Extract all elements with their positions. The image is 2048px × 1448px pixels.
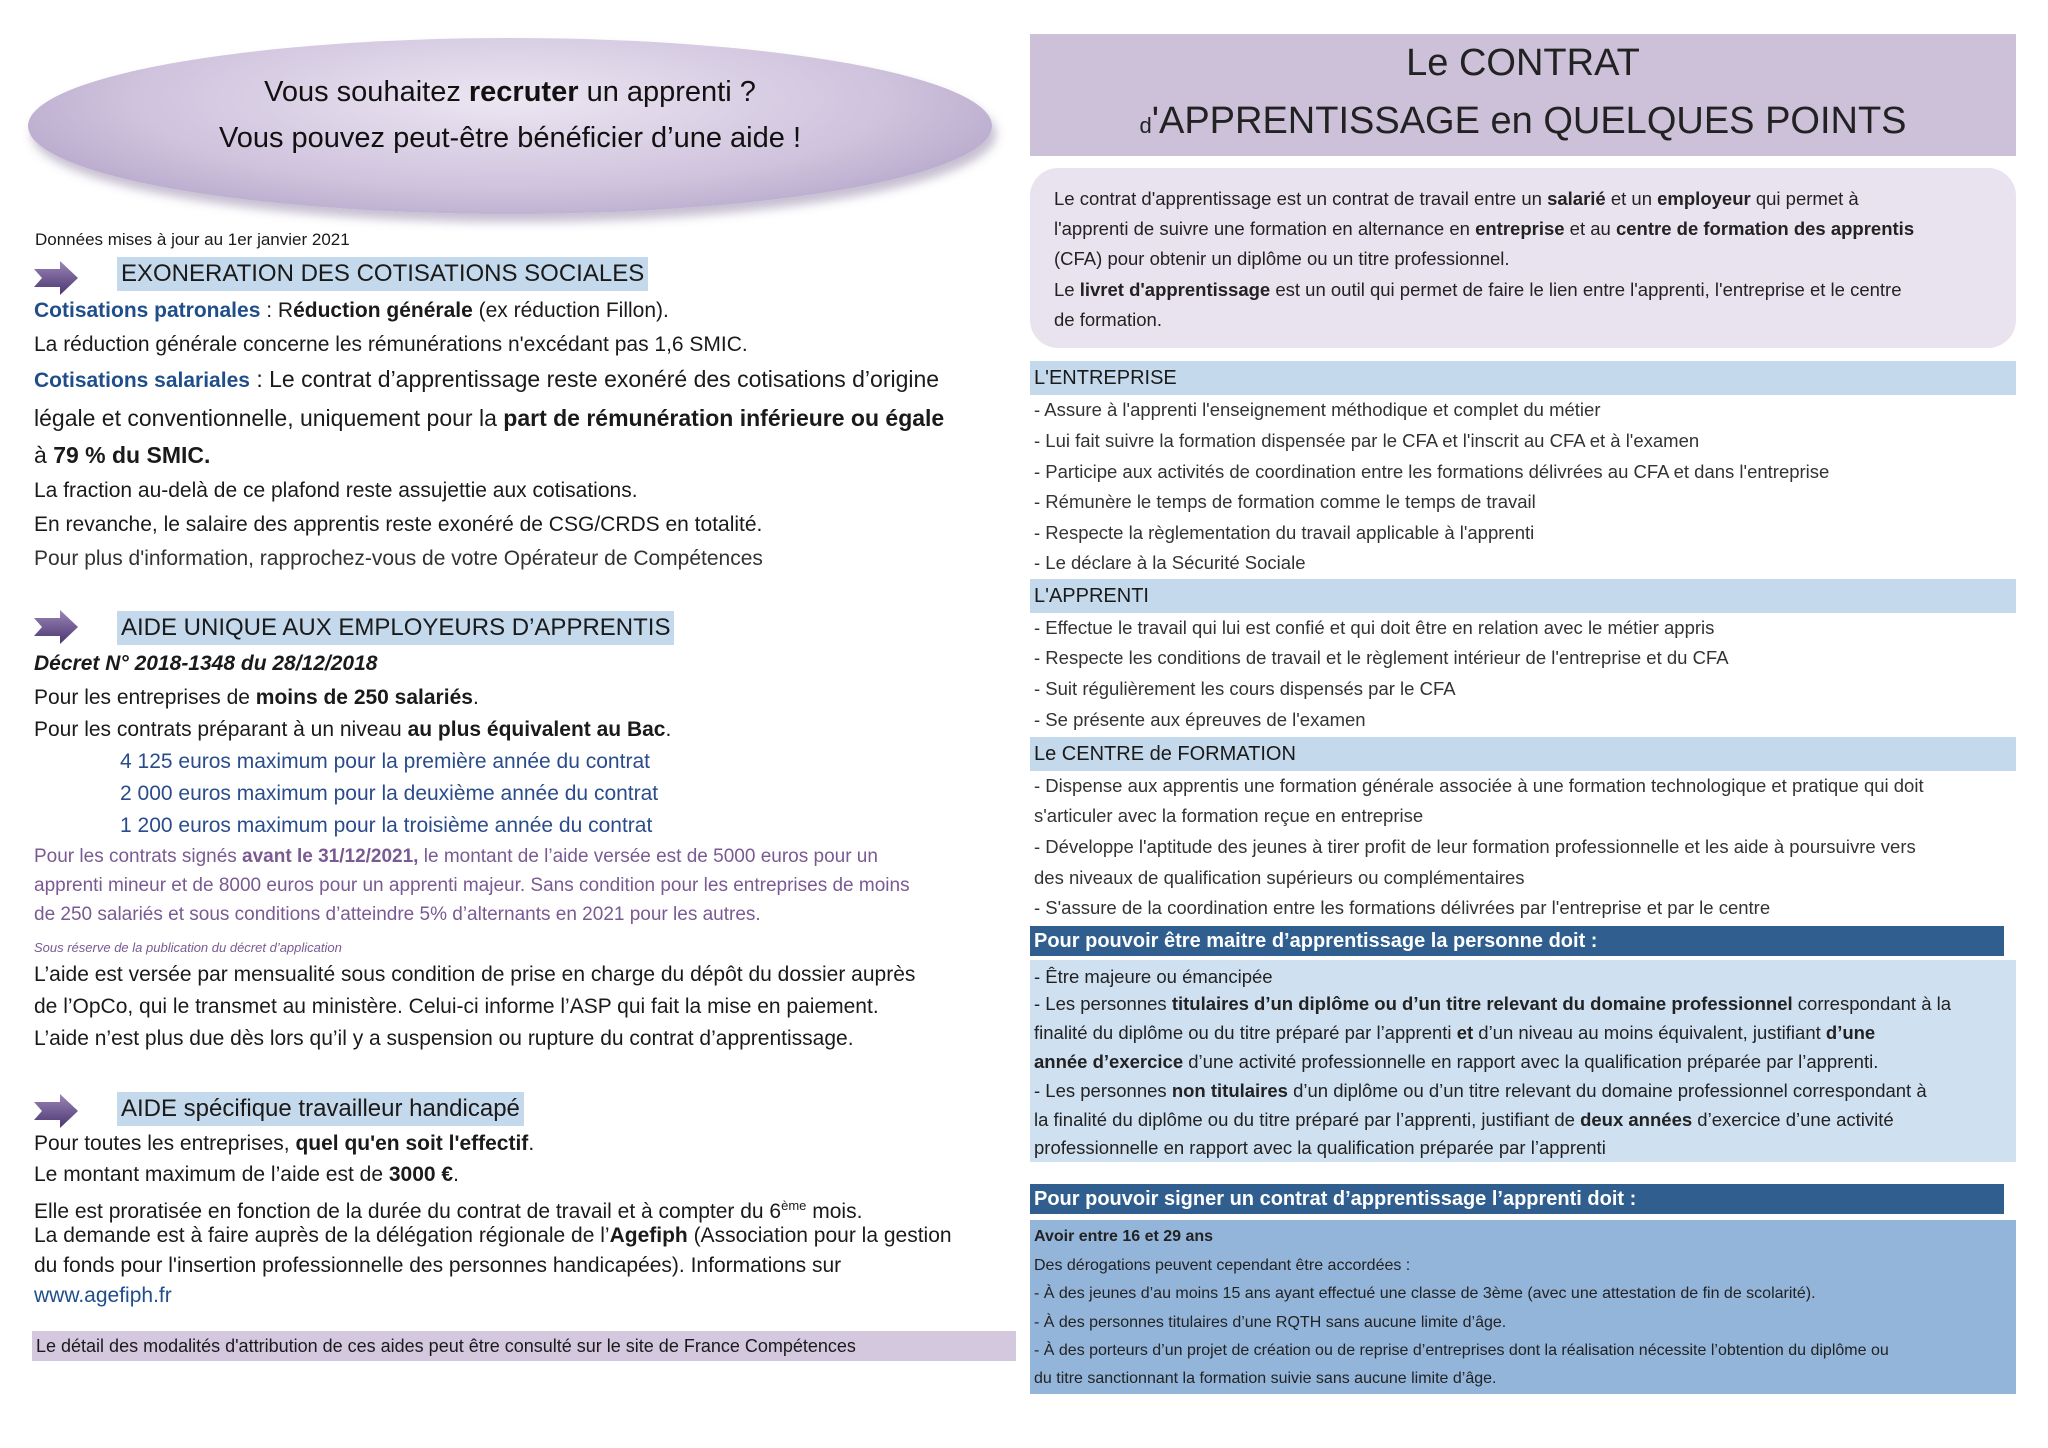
handicap-line-2: Le montant maximum de l’aide est de 3000 €. <box>34 1163 459 1186</box>
list-item: - Participe aux activités de coordination entre les formations délivrées au CFA et dans l'entreprise <box>1034 461 1830 482</box>
section-title-exoneration: EXONERATION DES COTISATIONS SOCIALES <box>117 257 648 291</box>
aide-2021-line-3: de 250 salariés et sous conditions d’atteindre 5% d’alternants en 2021 pour les autres. <box>34 904 761 925</box>
aide-line-1: Pour les entreprises de moins de 250 salariés. <box>34 686 479 709</box>
arrow-right-icon <box>34 610 78 644</box>
signer-line-6: du titre sanctionnant la formation suivie sans aucune limite d’âge. <box>1034 1370 1497 1387</box>
exo-line-3: Cotisations salariales : Le contrat d’apprentissage reste exonéré des cotisations d’origine <box>34 366 940 392</box>
exo-line-2: La réduction générale concerne les rémunérations n'excédant pas 1,6 SMIC. <box>34 333 748 356</box>
list-item: - S'assure de la coordination entre les formations délivrées par l'entreprise et par le centre <box>1034 897 1771 918</box>
list-item: des niveaux de qualification supérieurs ou complémentaires <box>1034 867 1525 888</box>
list-item: - Respecte la règlementation du travail applicable à l'apprenti <box>1034 522 1535 543</box>
oval-line-2: Vous pouvez peut-être bénéficier d’une aide ! <box>218 122 801 154</box>
signer-line-3: - À des jeunes d’au moins 15 ans ayant effectué une classe de 3ème (avec une attestation de fin de scolarité). <box>1034 1285 1816 1302</box>
exo-line-4: légale et conventionnelle, uniquement pour la part de rémunération inférieure ou égale <box>34 405 945 431</box>
aide-line-2: Pour les contrats préparant à un niveau au plus équivalent au Bac. <box>34 718 672 741</box>
signer-line-4: - À des personnes titulaires d’une RQTH sans aucune limite d’âge. <box>1034 1314 1507 1331</box>
maitre-box <box>1030 960 2016 1162</box>
list-item: - Se présente aux épreuves de l'examen <box>1034 709 1366 730</box>
handicap-line-3: Elle est proratisée en fonction de la durée du contrat de travail et à compter du 6ème mois. <box>34 1198 863 1223</box>
list-item: - Effectue le travail qui lui est confié et qui doit être en relation avec le métier appris <box>1034 617 1715 638</box>
amount-year-2: 2 000 euros maximum pour la deuxième année du contrat <box>120 782 659 805</box>
exo-line-7: En revanche, le salaire des apprentis reste exonéré de CSG/CRDS en totalité. <box>34 513 763 536</box>
signer-line-1: Avoir entre 16 et 29 ans <box>1034 1228 1214 1245</box>
list-item: - Développe l'aptitude des jeunes à tirer profit de leur formation professionnelle et les aide à poursuivre vers <box>1034 836 1916 857</box>
amount-year-3: 1 200 euros maximum pour la troisième année du contrat <box>120 814 653 837</box>
signer-line-2: Des dérogations peuvent cependant être accordées : <box>1034 1257 1411 1274</box>
exo-line-8: Pour plus d'information, rapprochez-vous de votre Opérateur de Compétences <box>34 547 763 570</box>
signer-line-5: - À des porteurs d’un projet de création ou de reprise d’entreprises dont la réalisation nécessite l’obtention du diplôme ou <box>1034 1342 1889 1359</box>
header-oval <box>28 38 992 214</box>
page-title <box>1030 34 2016 156</box>
section-title-signer: Pour pouvoir signer un contrat d’apprentissage l’apprenti doit : <box>1030 1184 2004 1214</box>
section-title-handicap: AIDE spécifique travailleur handicapé <box>117 1092 524 1126</box>
maitre-line-2: - Les personnes titulaires d’un diplôme ou d’un titre relevant du domaine professionnel correspondant à la <box>1034 993 1952 1014</box>
arrow-right-icon <box>34 1094 78 1128</box>
agefiph-link[interactable]: www.agefiph.fr <box>34 1284 172 1307</box>
list-item: - Rémunère le temps de formation comme le temps de travail <box>1034 491 1536 512</box>
arrow-right-icon <box>34 261 78 295</box>
oval-line-1: Vous souhaitez recruter un apprenti ? <box>264 76 756 108</box>
intro-line-2: l'apprenti de suivre une formation en alternance en entreprise et au centre de formation des apprentis <box>1054 218 1915 239</box>
exo-line-6: La fraction au-delà de ce plafond reste assujettie aux cotisations. <box>34 479 638 502</box>
maitre-line-6: la finalité du diplôme ou du titre préparé par l’apprenti, justifiant de deux années d’exercice d’une activité <box>1034 1109 1894 1130</box>
aide-2021-line-2: apprenti mineur et de 8000 euros pour un apprenti majeur. Sans condition pour les entreprises de moins <box>34 875 910 896</box>
decret-reference: Décret N° 2018-1348 du 28/12/2018 <box>34 652 378 675</box>
title-line-2: d'APPRENTISSAGE en QUELQUES POINTS <box>1139 100 1907 142</box>
list-item: - Assure à l'apprenti l'enseignement méthodique et complet du métier <box>1034 399 1601 420</box>
aide-2021-line-1: Pour les contrats signés avant le 31/12/2021, le montant de l’aide versée est de 5000 euros pour un <box>34 846 878 867</box>
section-title-entreprise: L'ENTREPRISE <box>1030 361 2016 395</box>
section-title-apprenti: L'APPRENTI <box>1030 579 2016 613</box>
exo-line-1: Cotisations patronales : Réduction générale (ex réduction Fillon). <box>34 299 669 322</box>
exo-line-5: à 79 % du SMIC. <box>34 442 211 468</box>
handicap-line-4: La demande est à faire auprès de la délégation régionale de l’Agefiph (Association pour la gestion <box>34 1224 952 1247</box>
footer-note: Le détail des modalités d'attribution de ces aides peut être consulté sur le site de France Compétences <box>32 1331 1016 1361</box>
signer-box <box>1030 1220 2016 1394</box>
list-item: - Respecte les conditions de travail et le règlement intérieur de l'entreprise et du CFA <box>1034 647 1729 668</box>
list-item: - Suit régulièrement les cours dispensés par le CFA <box>1034 678 1456 699</box>
section-title-centre: Le CENTRE de FORMATION <box>1030 737 2016 771</box>
handicap-line-5: du fonds pour l'insertion professionnelle des personnes handicapées). Informations sur <box>34 1254 842 1277</box>
intro-line-3: (CFA) pour obtenir un diplôme ou un titre professionnel. <box>1054 248 1510 269</box>
maitre-line-7: professionnelle en rapport avec la qualification préparée par l’apprenti <box>1034 1137 1606 1158</box>
list-item: s'articuler avec la formation reçue en entreprise <box>1034 805 1424 826</box>
versement-line-3: L’aide n’est plus due dès lors qu’il y a suspension ou rupture du contrat d’apprentissage. <box>34 1027 854 1050</box>
maitre-line-4: année d’exercice d’une activité professionnelle en rapport avec la qualification préparée par l’apprenti. <box>1034 1051 1879 1072</box>
section-title-maitre: Pour pouvoir être maitre d’apprentissage la personne doit : <box>1030 926 2004 956</box>
reserve-note: Sous réserve de la publication du décret d’application <box>34 940 342 955</box>
intro-line-5: de formation. <box>1054 309 1162 330</box>
maitre-line-1: - Être majeure ou émancipée <box>1034 966 1273 987</box>
section-title-aide-unique: AIDE UNIQUE AUX EMPLOYEURS D’APPRENTIS <box>117 611 674 645</box>
intro-box <box>1030 168 2016 348</box>
list-item: - Le déclare à la Sécurité Sociale <box>1034 552 1306 573</box>
updated-date: Données mises à jour au 1er janvier 2021 <box>35 230 350 249</box>
intro-line-4: Le livret d'apprentissage est un outil qui permet de faire le lien entre l'apprenti, l'entreprise et le centre <box>1054 279 1902 300</box>
handicap-line-1: Pour toutes les entreprises, quel qu'en soit l'effectif. <box>34 1132 535 1155</box>
amount-year-1: 4 125 euros maximum pour la première année du contrat <box>120 750 650 773</box>
versement-line-1: L’aide est versée par mensualité sous condition de prise en charge du dépôt du dossier auprès <box>34 963 916 986</box>
list-item: - Dispense aux apprentis une formation générale associée à une formation technologique et pratique qui doit <box>1034 775 1924 796</box>
versement-line-2: de l’OpCo, qui le transmet au ministère. Celui-ci informe l’ASP qui fait la mise en paiement. <box>34 995 879 1018</box>
maitre-line-3: finalité du diplôme ou du titre préparé par l’apprenti et d’un niveau au moins équivalent, justifiant d’une <box>1034 1022 1876 1043</box>
list-item: - Lui fait suivre la formation dispensée par le CFA et l'inscrit au CFA et à l'examen <box>1034 430 1700 451</box>
intro-line-1: Le contrat d'apprentissage est un contrat de travail entre un salarié et un employeur qui permet à <box>1054 188 1859 209</box>
maitre-line-5: - Les personnes non titulaires d’un diplôme ou d’un titre relevant du domaine professionnel correspondant à <box>1034 1080 1927 1101</box>
title-line-1: Le CONTRAT <box>1406 42 1640 84</box>
